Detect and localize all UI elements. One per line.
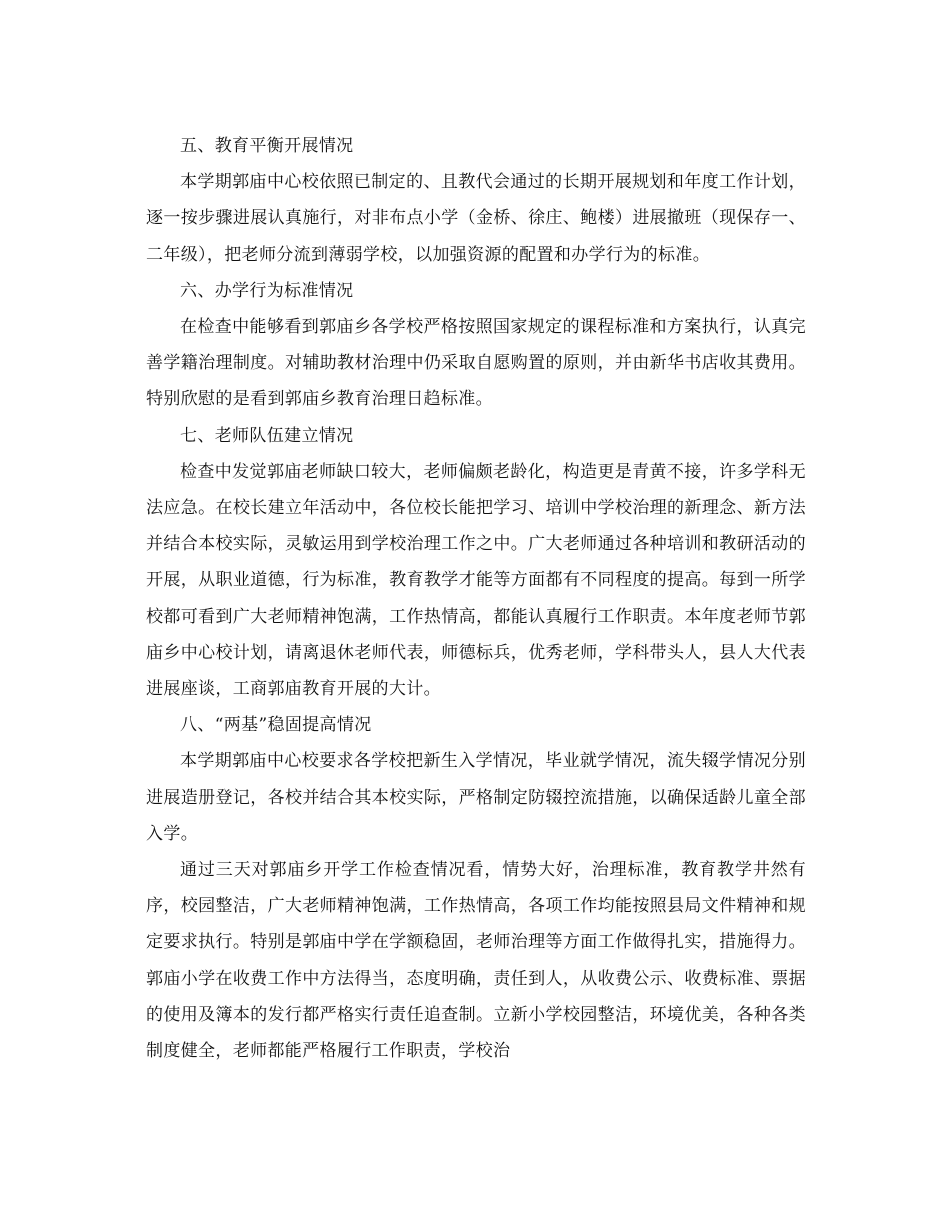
section-teachers — [146, 418, 806, 708]
paragraph: 检查中发觉郭庙老师缺口较大，老师偏颇老龄化，构造更是青黄不接，许多学科无法应急。在校长建立年活动中，各位校长能把学习、培训中学校治理的新理念、新方法并结合本校实际，灵敏运用到学校治理工作之中。广大老师通过各种培训和教研活动的开展，从职业道德，行为标准，教育教学才能等方面都有不同程度的提高。每到一所学校都可看到广大老师精神饱满，工作热情高，都能认真履行工作职责。本年度老师节郭庙乡中心校计划，请离退休老师代表，师德标兵，优秀老师，学科带头人，县人大代表进展座谈，工商郭庙教育开展的大计。 — [146, 461, 806, 700]
section-heading: 八、“两基”稳固提高情况 — [180, 715, 372, 736]
paragraph: 在检查中能够看到郭庙乡各学校严格按照国家规定的课程标准和方案执行，认真完善学籍治理制度。对辅助教材治理中仍采取自愿购置的原则，并由新华书店收其费用。特别欣慰的是看到郭庙乡教育治理日趋标准。 — [146, 317, 806, 410]
section-heading: 六、办学行为标准情况 — [180, 280, 354, 301]
paragraph: 本学期郭庙中心校依照已制定的、且教代会通过的长期开展规划和年度工作计划，逐一按步骤进展认真施行，对非布点小学（金桥、徐庄、鲍楼）进展撤班（现保存一、二年级），把老师分流到薄弱学校，以加强资源的配置和办学行为的标准。 — [146, 172, 806, 265]
section-balance — [146, 128, 806, 273]
section-conduct — [146, 273, 806, 418]
section-heading: 五、教育平衡开展情况 — [180, 136, 354, 156]
paragraph: 本学期郭庙中心校要求各学校把新生入学情况，毕业就学情况，流失辍学情况分别进展造册登记，各校并结合其本校实际，严格制定防辍控流措施，以确保适龄儿童全部入学。 — [146, 751, 806, 844]
document-page — [146, 128, 806, 1069]
section-heading: 七、老师队伍建立情况 — [180, 425, 354, 446]
section-two-basics — [146, 707, 806, 1069]
paragraph: 通过三天对郭庙乡开学工作检查情况看，情势大好，治理标准，教育教学井然有序，校园整洁，广大老师精神饱满，工作热情高，各项工作均能按照县局文件精神和规定要求执行。特别是郭庙中学在学额稳固，老师治理等方面工作做得扎实，措施得力。郭庙小学在收费工作中方法得当，态度明确，责任到人，从收费公示、收费标准、票据的使用及簿本的发行都严格实行责任追查制。立新小学校园整洁，环境优美，各种各类制度健全，老师都能严格履行工作职责，学校治 — [146, 860, 806, 1062]
